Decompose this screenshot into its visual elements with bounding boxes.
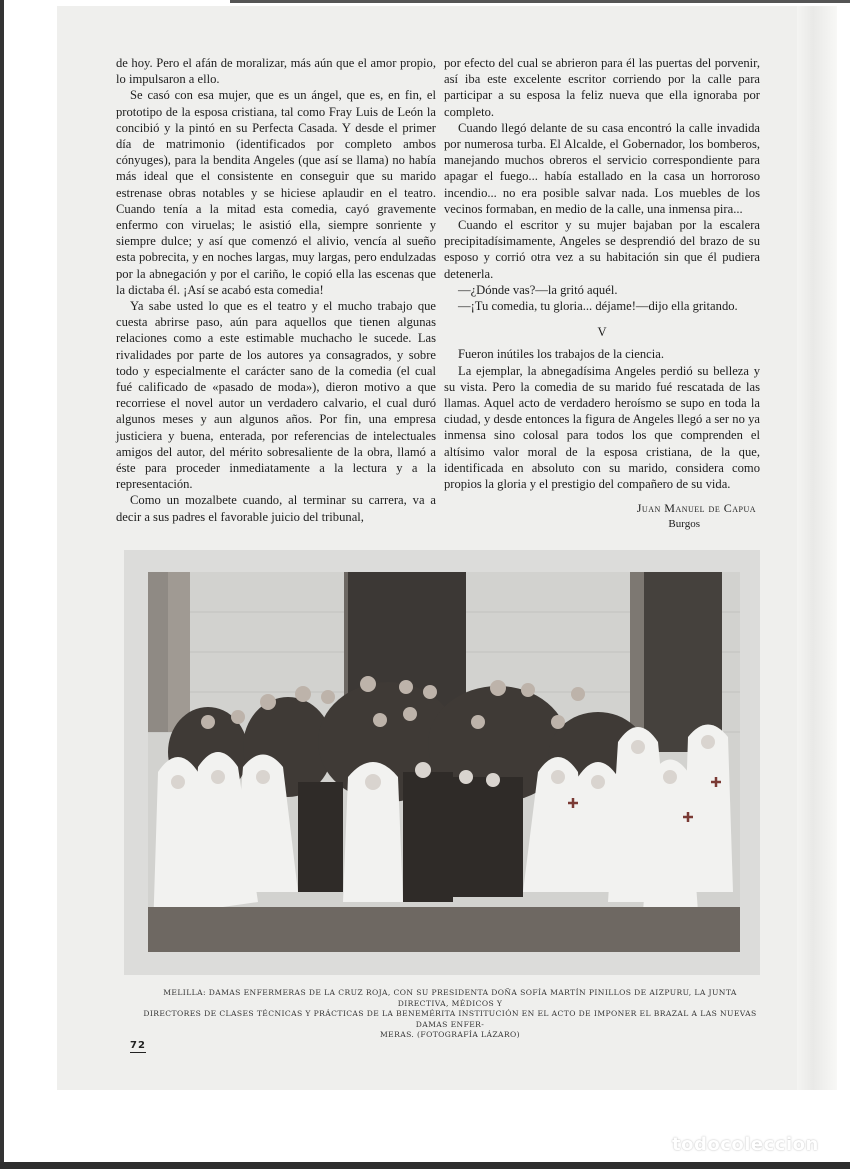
paragraph: Cuando el escritor y su mujer bajaban por la escalera precipitadísimamente, Angeles se desprendió del brazo de su esposo y corrió otra vez a su habitación sin que él pudiera detenerla. [444,218,760,281]
dialogue-line: —¡Tu comedia, tu gloria... déjame!—dijo ella gritando. [458,299,738,314]
paragraph: Fueron inútiles los trabajos de la ciencia. [458,347,664,362]
caption-line: DIRECTORES DE CLASES TÉCNICAS Y PRÁCTICAS DE LA BENEMÉRITA INSTITUCIÓN EN EL ACTO DE IMPONER EL BRAZAL A LAS NUEVAS DAMAS ENFER- [143,1009,757,1029]
right-text-column [444,55,760,533]
caption-line: MERAS. (FOTOGRAFÍA LÁZARO) [379,1030,521,1040]
scan-edge-left [0,0,4,1169]
page-fold [797,6,837,1090]
paragraph: Ya sabe usted lo que es el teatro y el mucho trabajo que cuesta abrirse paso, aún para aquellos que tienen algunas relaciones como a este estimable muchacho le sucede. Las rivalidades por parte de los autores ya consagrados, y sobre todo y especialmente el carácter sano de la comedia (el cual fué calificado de «pasado de moda»), dieron motivo a que recorriese el novel autor un verdadero calvario, el cual duró algunos meses y aun algunos años. Por fin, una empresa justiciera y buena, enterada, por referencias de intelectuales amigos del autor, del mérito sobresaliente de la obra, llamó a éste para proceder inmediatamente a la lectura y a la representación. [116,299,436,492]
paragraph: Cuando llegó delante de su casa encontró la calle invadida por numerosa turba. El Alcalde, el Gobernador, los bomberos, manejando muchos obreros el servicio correspondiente para apagar el fuego... había estallado en la casa un horroroso incendio... no era posible salvar nada. Los muebles de los vecinos formaban, en medio de la calle, una inmensa pira... [444,120,760,216]
left-text-column [116,55,436,525]
author-place: Burgos [668,518,700,531]
paragraph: Como un mozalbete cuando, al terminar su carrera, va a decir a sus padres el favorable juicio del tribunal, [116,493,436,524]
author-signature: Juan Manuel de Capua [636,501,756,516]
scan-edge-top [230,0,850,3]
paragraph: de hoy. Pero el afán de moralizar, más aún que el amor propio, lo impulsaron a ello. [116,56,436,87]
caption-line: MELILLA: DAMAS ENFERMERAS DE LA CRUZ ROJA, CON SU PRESIDENTA DOÑA SOFÍA MARTÍN PINILLOS DE AIZPURU, LA JUNTA DIRECTIVA, MÉDICOS Y [163,988,737,1008]
page-number: 72 [130,1040,146,1051]
photo-caption [140,988,760,1041]
scan-edge-bottom [0,1162,850,1169]
section-number: V [597,325,607,340]
photo-illustration [148,572,740,952]
paragraph: La ejemplar, la abnegadísima Angeles perdió su belleza y su vista. Pero la comedia de su marido fué rescatada de las llamas. Aquel acto de verdadero heroísmo se supo en toda la ciudad, y desde entonces la figura de Angeles llegó a ser no ya inmensa sino colosal para todos los que comprenden el altísimo valor moral de la esposa cristiana, de la que, identificada en absoluto con su marido, considera como propios la gloria y el prestigio del compañero de su vida. [444,363,760,492]
paragraph: Se casó con esa mujer, que es un ángel, que es, en fin, el prototipo de la esposa cristiana, tal como Fray Luis de León la concibió y la pintó en su Perfecta Casada. Y desde el primer día de matrimonio (identificados por completo ambos cónyuges), para la bendita Angeles (que así se llama) no había más ideal que el consistente en conseguir que su marido estrenase obras notables y se hiciese aplaudir en el teatro. Cuando tenía a la mitad esta comedia, cayó gravemente enfermo con viruelas; le asistió ella, siempre sonriente y siempre dulce; y así que comenzó el alivio, vencía al sueño esta pobrecita, y en noches largas, muy largas, pero endulzadas por la abnegación y por el cariño, le copió ella las escenas que la dictaba él. ¡Así se acabó esta comedia! [116,88,436,297]
watermark: todocoleccion [672,1134,819,1155]
paragraph: por efecto del cual se abrieron para él las puertas del porvenir, así iba este excelente escritor corriendo por la calle para participar a su esposa la feliz nueva que ella ignoraba por completo. [444,56,760,119]
dialogue-line: —¿Dónde vas?—la gritó aquél. [458,282,618,297]
group-photograph [148,572,740,952]
